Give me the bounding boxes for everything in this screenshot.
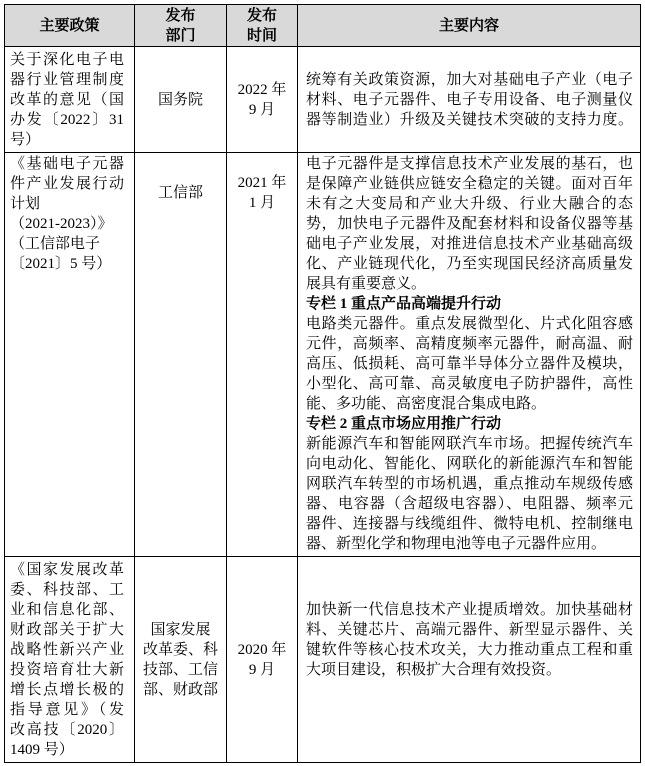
header-policy [5,5,135,47]
content-line: 化、产业链现代化，乃至实现国民经济高质量发 [306,256,633,272]
section-title: 专栏 1 重点产品高端提升行动 [306,296,502,312]
section-line: 新能源汽车和智能网联汽车市场。把握传统汽车 [306,436,633,452]
department-line: 工信部 [157,185,203,201]
section-line: 能、多功能、高密度混合集成电路。 [306,396,547,412]
policy-name-line: 1409 号） [10,741,74,758]
policy-name-line: 办发〔2022〕31 [10,111,124,128]
policy-name-line: 业和信息化部、 [10,601,124,618]
content-line: 键软件等核心技术攻关，大力推动重点工程和重 [306,641,633,658]
policy-name-line: 关于深化电子电 [10,51,124,68]
content-line: 料、关键芯片、高端元器件、新型显示器件、关 [306,621,633,638]
section-line: 器件、连接器与线缆组件、微特电机、控制继电 [306,516,633,532]
header-department [135,5,227,47]
department-cell [135,153,227,557]
policy-name-line: 指导意见》（发 [10,701,124,718]
policy-name-line: 改高技〔2020〕 [10,721,124,738]
department-line: 部、财政部 [142,681,218,698]
department-line: 改革委、科 [142,641,218,658]
content-line: 统筹有关政策资源，加大对基础电子产业（电子 [306,71,633,88]
content-cell [298,557,641,763]
policy-name-line: 《基础电子元器 [10,156,124,172]
content-line: 加快新一代信息技术产业提质增效。加快基础材 [306,601,633,618]
policy-name-line: 增长点增长极的 [10,681,124,698]
date-line: 2021 年 [237,175,287,191]
header-department-label: 部门 [165,27,196,44]
date-line: 1 月 [248,195,276,211]
section-line: 器、新型化学和物理电池等电子元器件应用。 [306,536,607,552]
department-cell [135,47,227,153]
content-cell [298,153,641,557]
content-line: 未有之大变局和产业大升级、行业大融合的态 [306,196,633,212]
section-line: 小型化、高可靠、高灵敏度电子防护器件，高性 [306,376,633,392]
policy-name-line: 委、科技部、工 [10,581,124,598]
department-line: 技部、工信 [142,661,218,678]
section-line: 器、电容器（含超级电容器）、电阻器、频率元 [306,496,633,512]
policy-name-line: 投资培育壮大新 [10,661,124,678]
header-date-label: 发布 [246,7,277,24]
department-cell [135,557,227,763]
section-title: 专栏 2 重点市场应用推广行动 [306,416,502,432]
content-cell [298,47,641,153]
header-date-label: 时间 [246,27,277,44]
policy-name-line: 器行业管理制度 [10,71,124,88]
policy-name-line: 计划 [10,196,41,212]
content-line: 电子元器件是支撑信息技术产业发展的基石，也 [306,156,633,172]
content-line: 础电子产业发展，对推进信息技术产业基础高级 [306,236,633,252]
section-line: 向电动化、智能化、网联化的新能源汽车和智能 [306,456,633,472]
content-line: 势，加快电子元器件及配套材料和设备仪器等基 [306,216,633,232]
policy-name-line: 号） [10,131,41,148]
content-line: 展具有重要意义。 [306,276,427,292]
policy-name-line: （工信部电子 [10,236,101,252]
header-date [227,5,298,47]
section-line: 电路类元器件。重点发展微型化、片式化阻容感 [306,316,633,332]
department-line: 国务院 [157,91,203,108]
policy-row [5,557,641,763]
content-line: 是保障产业链供应链安全稳定的关键。面对百年 [306,176,633,192]
date-line: 2022 年 [237,81,287,98]
date-line: 9 月 [248,101,276,118]
department-line: 国家发展 [150,621,211,638]
date-cell [227,557,298,763]
header-policy-label: 主要政策 [39,17,100,34]
policy-name-cell [5,47,135,153]
policy-name-line: 财政部关于扩大 [10,621,124,638]
policy-name-cell [5,557,135,763]
header-row [5,5,641,47]
date-cell [227,47,298,153]
policy-name-line: （2021-2023）》 [10,216,113,232]
content-line: 材料、电子元器件、电子专用设备、电子测量仪 [306,91,633,108]
policy-name-line: 《国家发展改革 [10,561,124,578]
date-line: 2020 年 [237,641,287,658]
policy-table [4,4,641,763]
policy-name-line: 改革的意见（国 [10,91,124,108]
section-line: 元件，高频率、高精度频率元器件，耐高温、耐 [306,336,633,352]
content-line: 大项目建设，积极扩大合理有效投资。 [306,661,562,678]
policy-name-line: 战略性新兴产业 [10,641,124,658]
section-line: 网联汽车转型的市场机遇，重点推动车规级传感 [306,476,633,492]
policy-name-line: 〔2021〕5 号） [10,256,112,272]
header-content-label: 主要内容 [438,17,499,34]
section-line: 高压、低损耗、高可靠半导体分立器件及模块， [306,356,633,372]
header-department-label: 发布 [165,7,196,24]
content-line: 器等制造业）升级及关键技术突破的支持力度。 [306,111,633,128]
date-line: 9 月 [248,661,276,678]
policy-name-cell [5,153,135,557]
policy-name-line: 件产业发展行动 [10,176,124,192]
policy-row [5,153,641,557]
header-content [298,5,641,47]
document-page [4,4,640,763]
policy-row [5,47,641,153]
date-cell [227,153,298,557]
